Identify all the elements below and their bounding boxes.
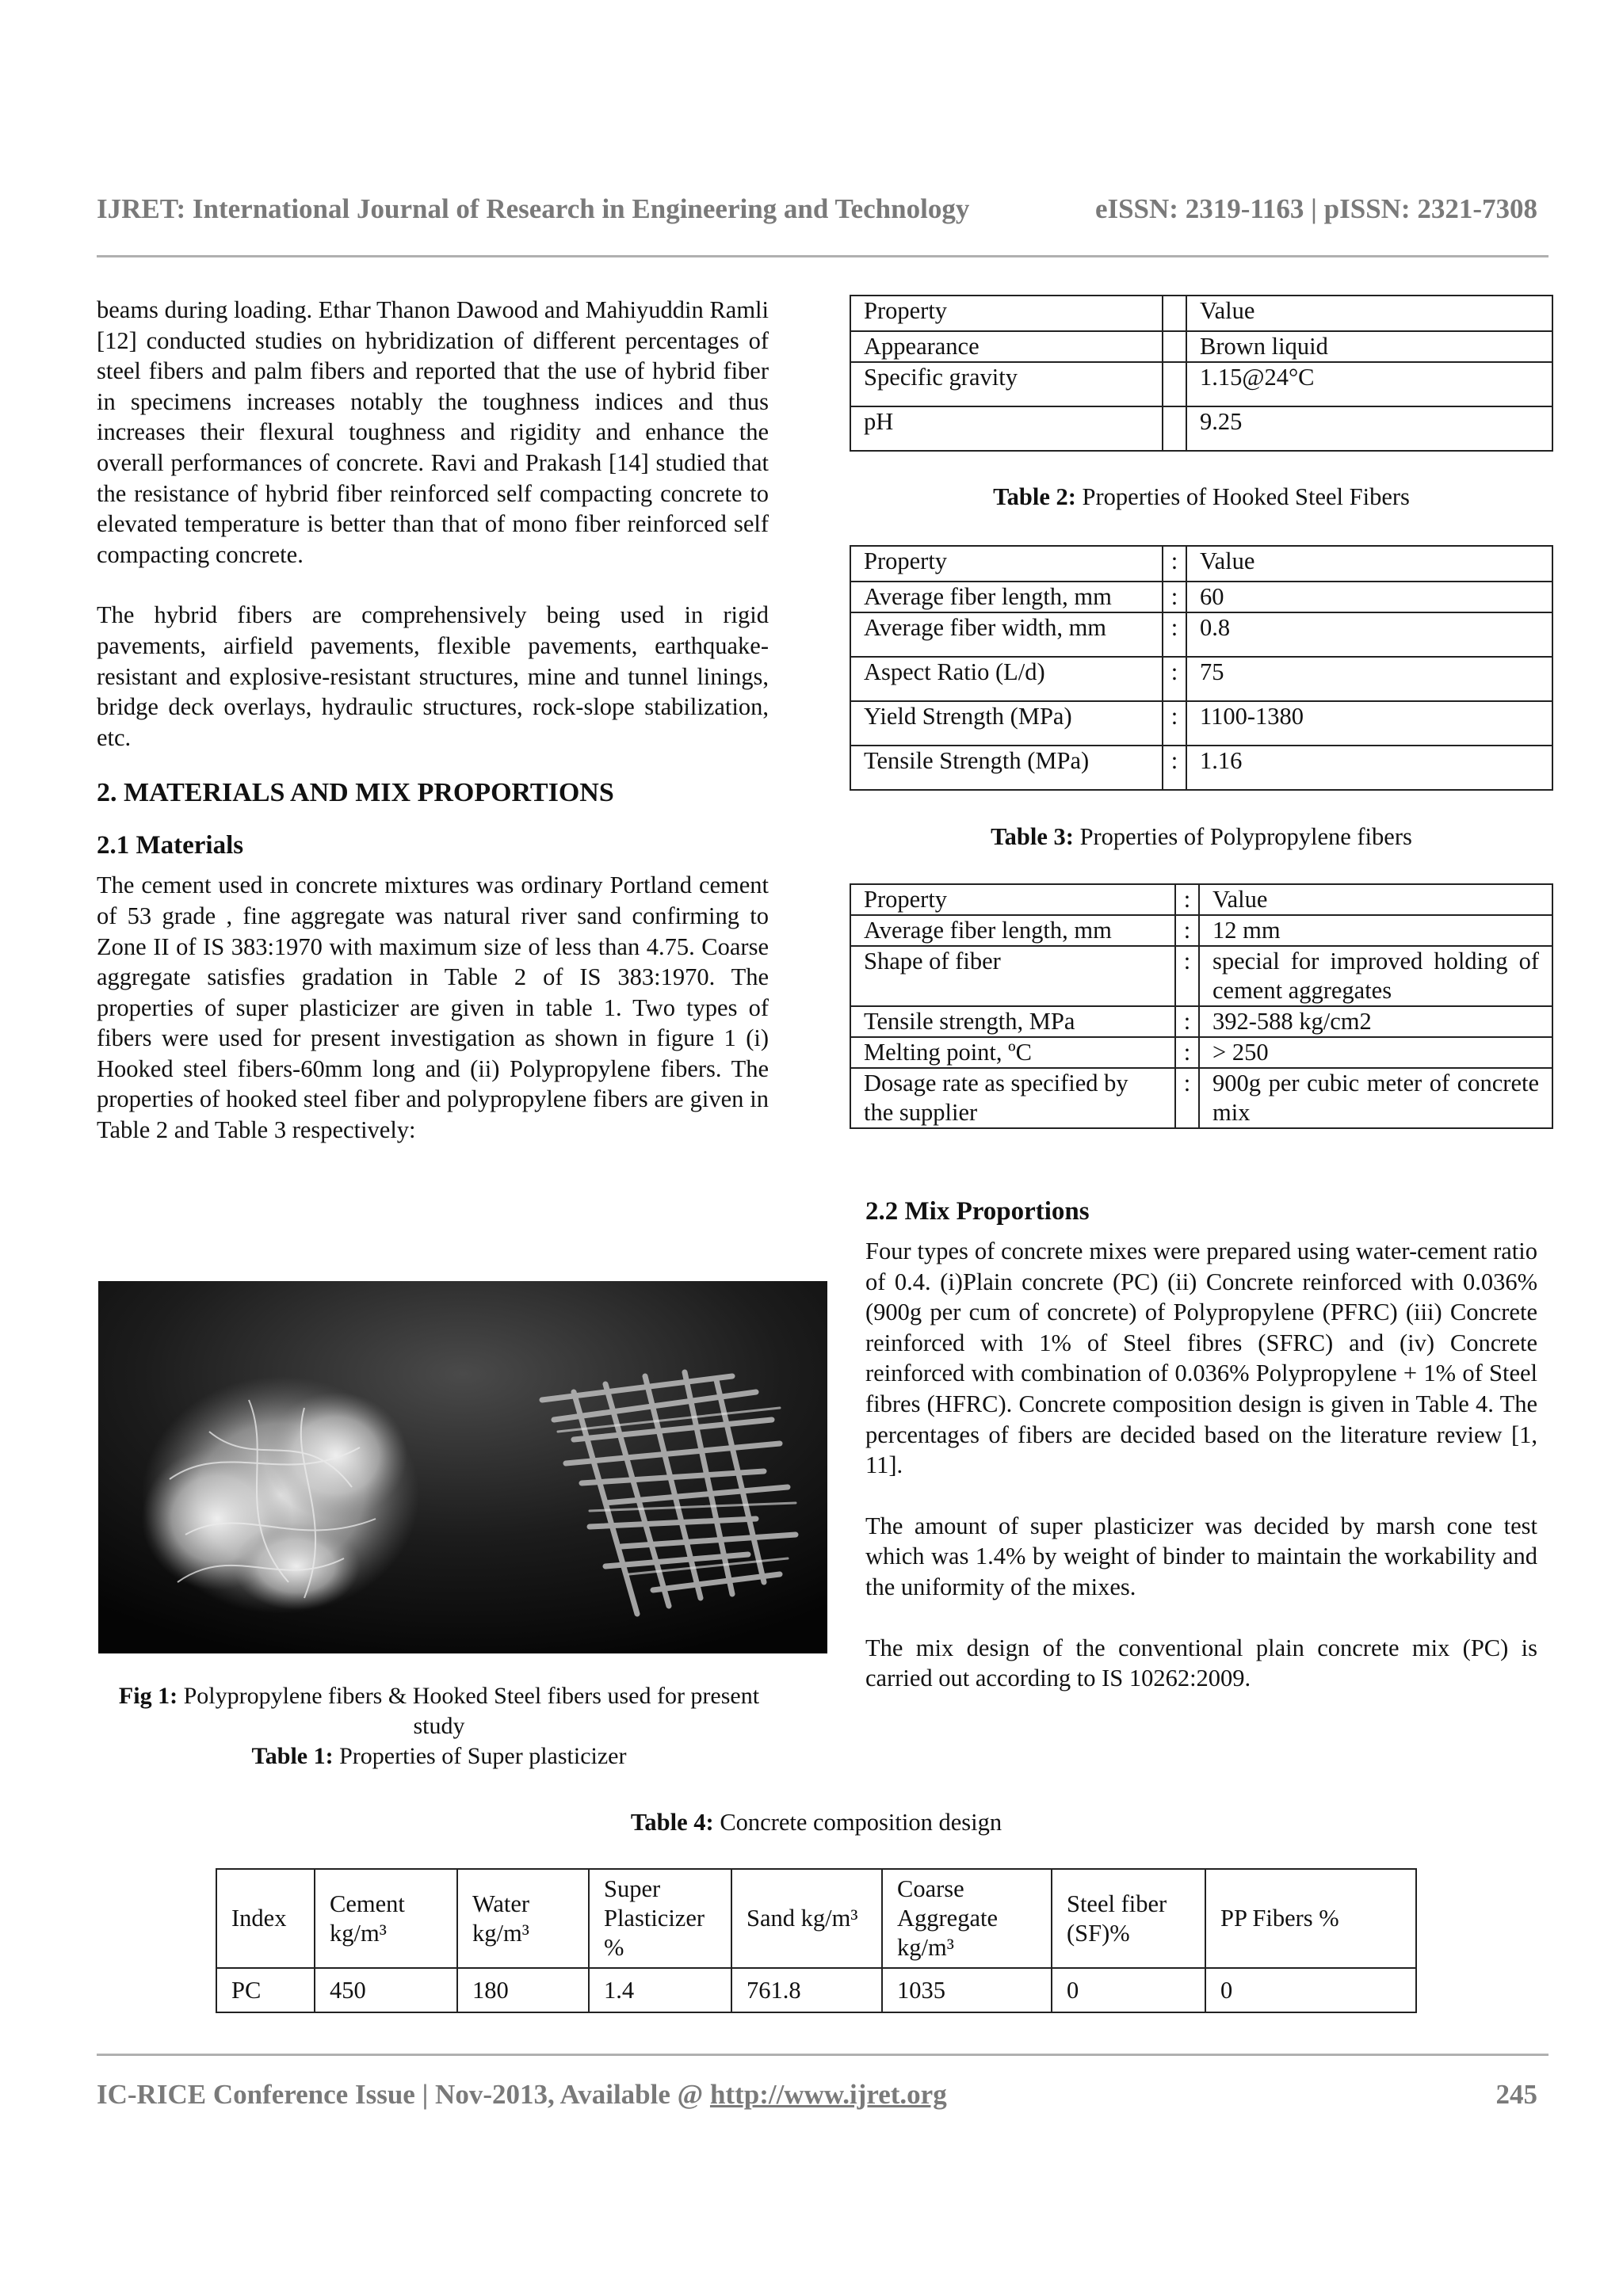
table2-hooked-steel-fibers: Property : Value Average fiber length, mm : 60 Average fiber width, mm : 0.8 Aspect Ratio (L/d) : 75 Yield Strength (MPa) : 1100-1380 Tensile Strength (MPa) : 1.16 xyxy=(850,545,1553,791)
paragraph-hybrid-uses: The hybrid fibers are comprehensively being used in rigid pavements, airfield pavements, flexible pavements, earthquake-resistant and explosive-resistant structures, mine and tunnel linings, bridge deck overlays, hydraulic structures, rock-slope stabilization, etc. xyxy=(97,601,769,751)
subsection-heading-materials: 2.1 Materials xyxy=(97,831,244,860)
mix-proportions-section xyxy=(865,1195,1537,1694)
journal-link[interactable]: http://www.ijret.org xyxy=(709,2079,947,2110)
fiber-photo-illustration xyxy=(98,1281,827,1653)
table3-caption: Table 3: Properties of Polypropylene fibers xyxy=(991,823,1412,850)
table2-caption: Table 2: Properties of Hooked Steel Fibers xyxy=(993,483,1410,510)
table1-caption: Table 1: Properties of Super plasticizer xyxy=(251,1743,627,1769)
footer-rule xyxy=(97,2054,1549,2056)
figure-caption: Fig 1: Polypropylene fibers & Hooked Steel fibers used for present study xyxy=(118,1683,760,1739)
table3-polypropylene-fibers: Property : Value Average fiber length, mm : 12 mm Shape of fiber : special for improved holding of cement aggregates Tensile strength, MPa : 392-588 kg/cm2 Melting point, ºC : > 250 Dosage rate as specified by the supplier : 900g per cubic meter of concrete mix xyxy=(850,883,1553,1129)
table1-wrapper xyxy=(850,295,1553,452)
section-heading-materials: 2. MATERIALS AND MIX PROPORTIONS xyxy=(97,778,614,808)
journal-name: IJRET: International Journal of Research in Engineering and Technology xyxy=(97,193,970,224)
paragraph-intro-continuation: beams during loading. Ethar Thanon Dawood and Mahiyuddin Ramli [12] conducted studies on hybridization of different percentages of steel fibers and palm fibers and reported that the use of hybrid fiber in specimens increases notably the toughness indices and thus increases their flexural toughness and rigidity and enhance the overall performances of concrete. Ravi and Prakash [14] studied that the resistance of hybrid fiber reinforced self compacting concrete to elevated temperature is better than that of mono fiber reinforced self compacting concrete. xyxy=(97,296,769,568)
table4-caption: Table 4: Concrete composition design xyxy=(630,1809,1002,1836)
table3-wrapper xyxy=(850,883,1553,1129)
table1-super-plasticizer: Property Value Appearance Brown liquid Specific gravity 1.15@24°C pH 9.25 xyxy=(850,295,1553,452)
paragraph-mix-design: The mix design of the conventional plain concrete mix (PC) is carried out according to IS 10262:2009. xyxy=(865,1634,1537,1692)
table4-concrete-composition: Index Cement kg/m³ Water kg/m³ Super Plasticizer % Sand kg/m³ Coarse Aggregate kg/m³ Steel fiber (SF)% PP Fibers % PC 450 180 1.4 761.8 1035 0 0 xyxy=(216,1868,1417,2013)
page-header xyxy=(97,193,1537,225)
issn-numbers: eISSN: 2319-1163 | pISSN: 2321-7308 xyxy=(1094,193,1537,224)
table-row: PC 450 180 1.4 761.8 1035 0 0 xyxy=(216,1968,1416,2012)
paragraph-super-plasticizer: The amount of super plasticizer was decided by marsh cone test which was 1.4% by weight of binder to maintain the workability and the uniformity of the mixes. xyxy=(865,1512,1537,1600)
page-footer xyxy=(97,2079,1537,2111)
subsection-heading-mix-proportions: 2.2 Mix Proportions xyxy=(865,1197,1090,1226)
footer-conference: IC-RICE Conference Issue | Nov-2013, Available @ http://www.ijret.org xyxy=(97,2079,947,2110)
paragraph-mix-types: Four types of concrete mixes were prepared using water-cement ratio of 0.4. (i)Plain concrete (PC) (ii) Concrete reinforced with 0.036% (900g per cum of concrete) of Polypropylene (PFRC) (iii) Concrete reinforced with 1% of Steel fibres (SFRC) and (iv) Concrete reinforced with combination of 0.036% Polypropylene + 1% of Steel fibres (HFRC). Concrete composition design is given in Table 4. The percentages of fibers are decided based on the literature review [1, 11]. xyxy=(865,1238,1537,1479)
header-rule xyxy=(97,255,1549,257)
fiber-photo xyxy=(98,1281,827,1653)
figure-and-table1-captions xyxy=(98,1681,780,1772)
left-column xyxy=(97,295,769,1146)
paragraph-materials: The cement used in concrete mixtures was ordinary Portland cement of 53 grade , fine aggregate was natural river sand confirming to Zone II of IS 383:1970 with maximum size of less than 4.75. Coarse aggregate satisfies gradation in Table 2 of IS 383:1970. The properties of super plasticizer are given in table 1. Two types of fibers were used for present investigation as shown in figure 1 (i) Hooked steel fibers-60mm long and (ii) Polypropylene fibers. The properties of hooked steel fiber and polypropylene fibers are given in Table 2 and Table 3 respectively: xyxy=(97,871,769,1144)
table2-wrapper xyxy=(850,545,1553,791)
page-number: 245 xyxy=(1495,2079,1537,2110)
